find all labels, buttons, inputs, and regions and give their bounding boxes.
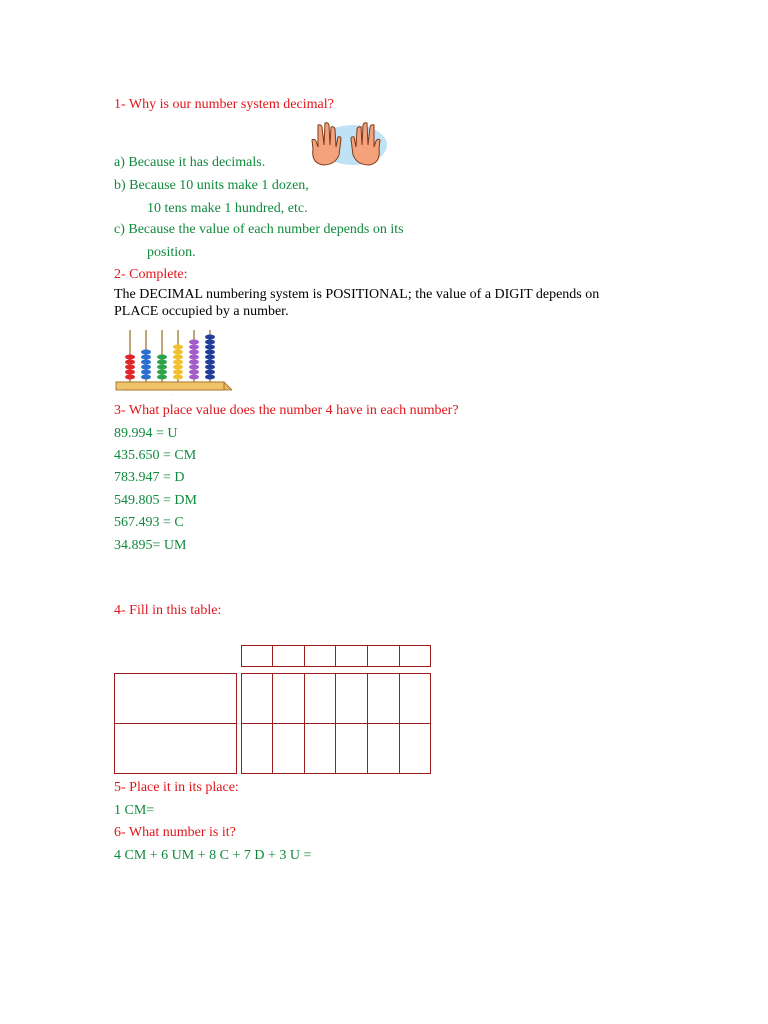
- table-cell[interactable]: [335, 673, 368, 724]
- option-a: a) Because it has decimals.: [114, 155, 266, 170]
- question-6-expression: 4 CM + 6 UM + 8 C + 7 D + 3 U =: [114, 848, 312, 863]
- answer-row: 783.947 = D: [114, 470, 185, 485]
- question-1: 1- Why is our number system decimal?: [114, 97, 334, 112]
- table-header-cell[interactable]: [399, 645, 431, 667]
- table-row-label-cell[interactable]: [114, 673, 237, 724]
- table-cell[interactable]: [272, 723, 305, 774]
- table-cell[interactable]: [335, 723, 368, 774]
- answer-row: 89.994 = U: [114, 426, 178, 441]
- table-cell[interactable]: [367, 723, 400, 774]
- option-b-continued: 10 tens make 1 hundred, etc.: [147, 201, 308, 216]
- option-b: b) Because 10 units make 1 dozen,: [114, 178, 309, 193]
- table-cell[interactable]: [241, 673, 273, 724]
- table-row-label-cell[interactable]: [114, 723, 237, 774]
- abacus-illustration-icon: [114, 324, 232, 398]
- table-cell[interactable]: [241, 723, 273, 774]
- table-cell[interactable]: [304, 723, 336, 774]
- answer-row: 549.805 = DM: [114, 493, 197, 508]
- table-cell[interactable]: [304, 673, 336, 724]
- hands-illustration-icon: [305, 119, 387, 169]
- question-5-answer: 1 CM=: [114, 803, 155, 818]
- table-cell[interactable]: [399, 723, 431, 774]
- table-header-cell[interactable]: [304, 645, 336, 667]
- table-header-cell[interactable]: [241, 645, 273, 667]
- question-5: 5- Place it in its place:: [114, 780, 239, 795]
- question-2-text-line2: PLACE occupied by a number.: [114, 304, 289, 319]
- table-cell[interactable]: [367, 673, 400, 724]
- answer-row: 567.493 = C: [114, 515, 184, 530]
- question-4: 4- Fill in this table:: [114, 603, 222, 618]
- svg-text:·: ·: [171, 393, 173, 397]
- table-header-cell[interactable]: [367, 645, 400, 667]
- question-2: 2- Complete:: [114, 267, 188, 282]
- table-cell[interactable]: [272, 673, 305, 724]
- table-header-cell[interactable]: [272, 645, 305, 667]
- table-header-cell[interactable]: [335, 645, 368, 667]
- option-c-continued: position.: [147, 245, 196, 260]
- question-6: 6- What number is it?: [114, 825, 236, 840]
- question-2-text-line1: The DECIMAL numbering system is POSITIONAL; the value of a DIGIT depends on: [114, 287, 600, 302]
- option-c: c) Because the value of each number depends on its: [114, 222, 404, 237]
- answer-row: 34.895= UM: [114, 538, 187, 553]
- answer-row: 435.650 = CM: [114, 448, 197, 463]
- question-3: 3- What place value does the number 4 have in each number?: [114, 403, 459, 418]
- table-cell[interactable]: [399, 673, 431, 724]
